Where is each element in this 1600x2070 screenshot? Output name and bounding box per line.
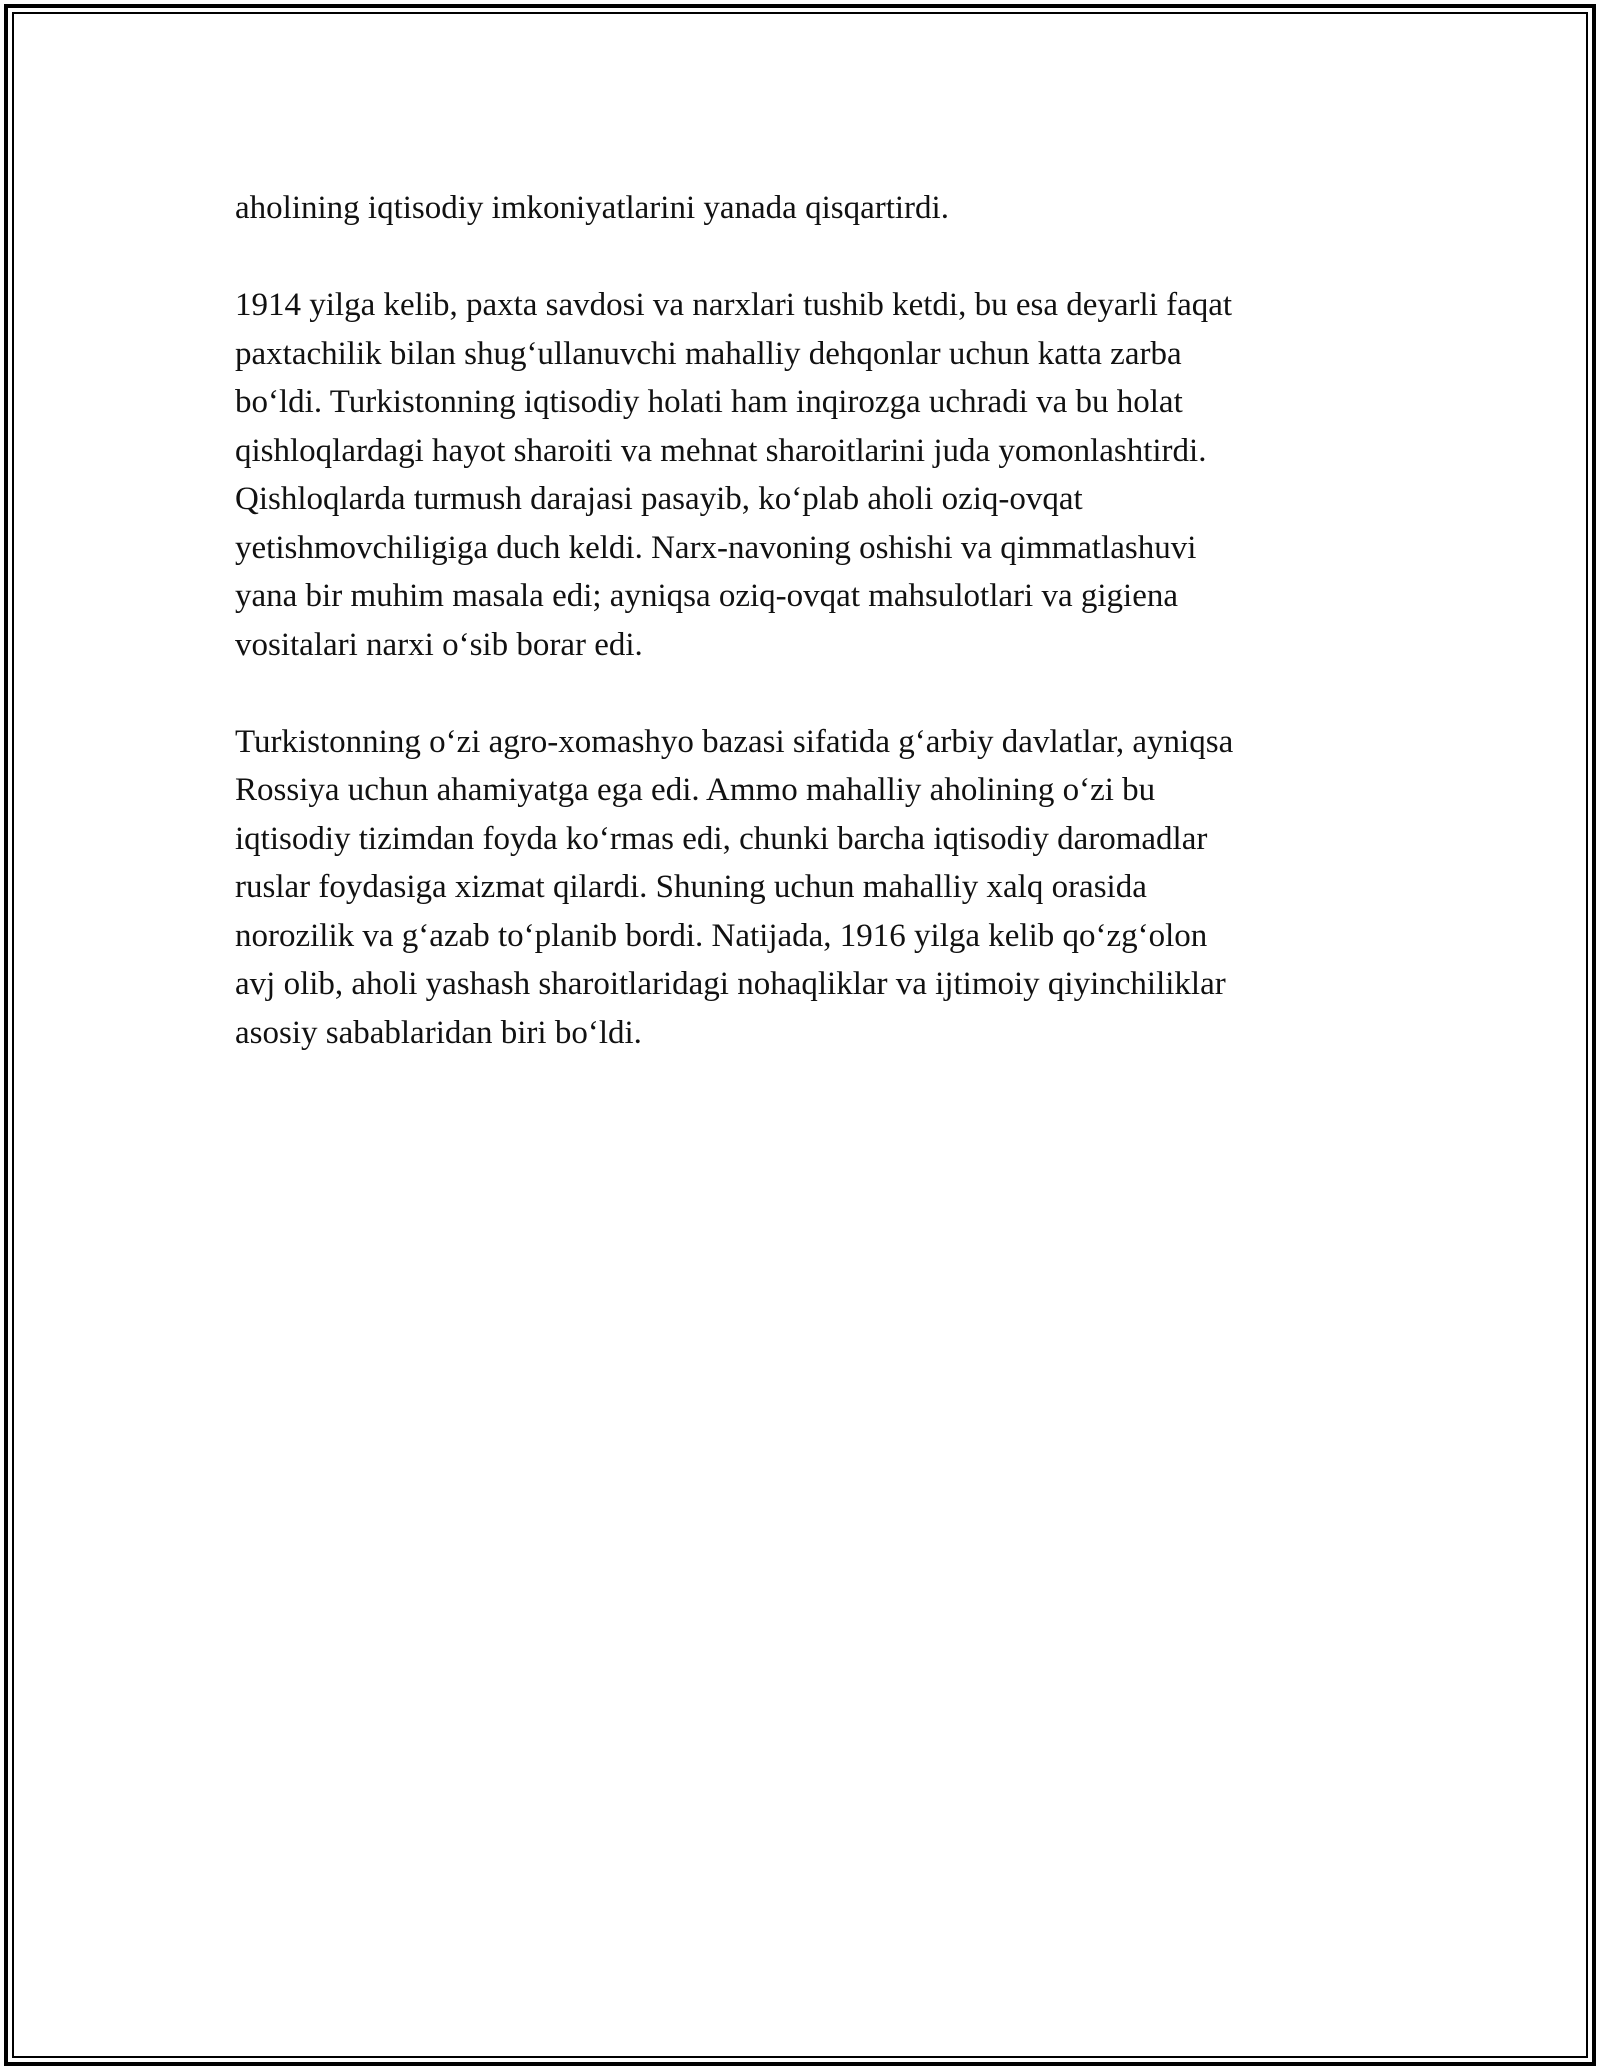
document-body xyxy=(235,184,1365,1106)
paragraph-2: 1914 yilga kelib, paxta savdosi va narxlari tushib ketdi, bu esa deyarli faqat paxtachilik bilan shugʻullanuvchi mahalliy dehqonlar uchun katta zarba boʻldi. Turkistonning iqtisodiy holati ham inqirozga uchradi va bu holat qishloqlardagi hayot sharoiti va mehnat sharoitlarini juda yomonlashtirdi. Qishloqlarda turmush darajasi pasayib, koʻplab aholi oziq-ovqat yetishmovchiligiga duch keldi. Narx-navoning oshishi va qimmatlashuvi yana bir muhim masala edi; ayniqsa oziq-ovqat mahsulotlari va gigiena vositalari narxi oʻsib borar edi. xyxy=(235,287,1233,663)
paragraph-3: Turkistonning oʻzi agro-xomashyo bazasi sifatida gʻarbiy davlatlar, ayniqsa Rossiya uchun ahamiyatga ega edi. Ammo mahalliy aholining oʻzi bu iqtisodiy tizimdan foyda koʻrmas edi, chunki barcha iqtisodiy daromadlar ruslar foydasiga xizmat qilardi. Shuning uchun mahalliy xalq orasida norozilik va gʻazab toʻplanib bordi. Natijada, 1916 yilga kelib qoʻzgʻolon avj olib, aholi yashash sharoitlaridagi nohaqliklar va ijtimoiy qiyinchiliklar asosiy sabablaridan biri boʻldi. xyxy=(235,723,1234,1051)
paragraph-1: aholining iqtisodiy imkoniyatlarini yanada qisqartirdi. xyxy=(235,190,949,226)
